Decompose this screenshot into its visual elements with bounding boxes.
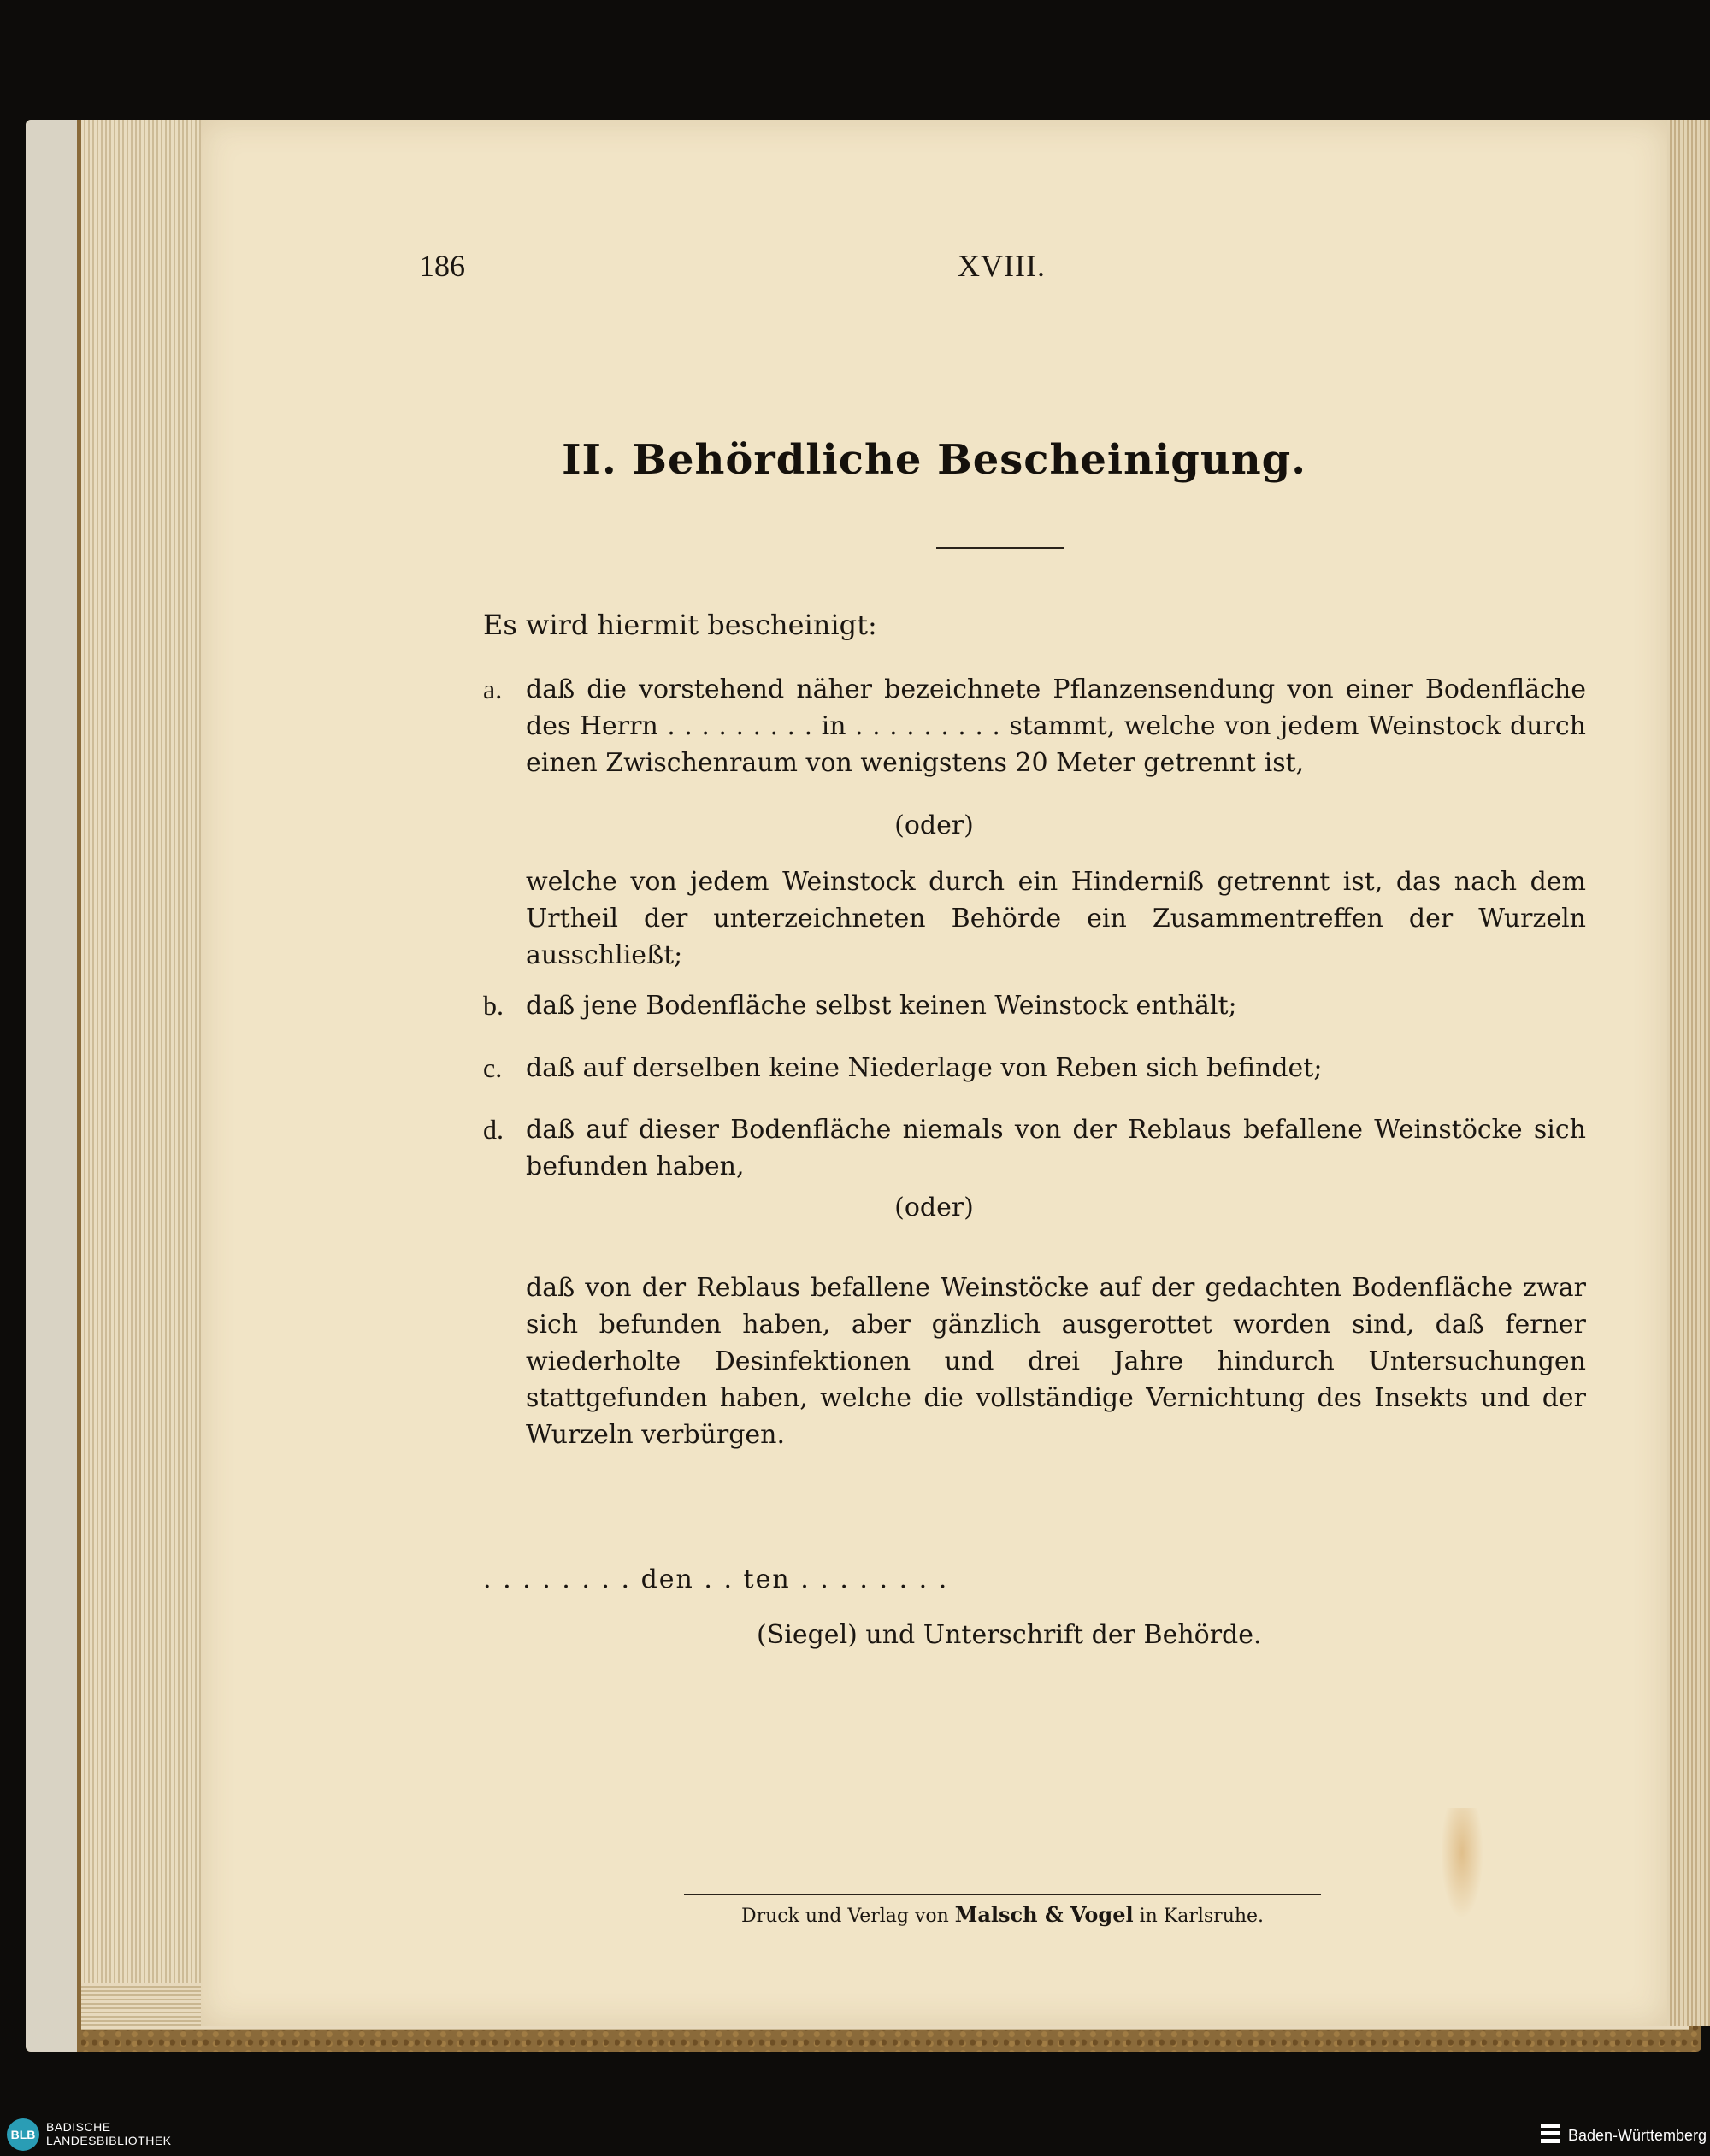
date-line: . . . . . . . . den . . ten . . . . . . . . [483, 1564, 949, 1594]
imprint-prefix: Druck und Verlag von [740, 1906, 949, 1927]
item-alt-text: daß von der Reblaus befallene Weinstöcke auf der gedachten Bodenfläche zwar sich befunden haben, aber gänzlich ausgerottet worden sind, daß ferner wiederholte Desinfektionen und drei Jahre hindurch Untersuchungen stattgefunden haben, welche die vollständige Vernichtung des Insekts und der Wurzeln verbürgen. [526, 1273, 1586, 1450]
section-number: XVIII. [958, 249, 1046, 283]
page-number: 186 [419, 249, 465, 283]
state-coat-of-arms-icon [1539, 2122, 1561, 2147]
item-text: daß die vorstehend näher bezeichnete Pflanzensendung von einer Bodenfläche des Herrn . . . . . . . . . in . . . . . . . . . stammt, welche von jedem Weinstock durch einen Zwischenraum von wenigstens 20 Meter getrennt ist, [526, 674, 1586, 778]
signature-line: (Siegel) und Unterschrift der Behörde. [757, 1620, 1262, 1650]
item-marker: c. [483, 1052, 503, 1083]
oder-label: (oder) [894, 810, 974, 840]
state-name[interactable]: Baden-Württemberg [1568, 2127, 1707, 2144]
item-text: daß jene Bodenfläche selbst keinen Weinstock enthält; [526, 991, 1237, 1021]
viewer-footer-bar [0, 2113, 1710, 2156]
page-stack-left [81, 120, 209, 2026]
blb-logo[interactable]: BLB [7, 2118, 39, 2151]
item-alt-text: welche von jedem Weinstock durch ein Hinderniß getrennt ist, das nach dem Urtheil der unterzeichneten Behörde ein Zusammentreffen der Wurzeln ausschließt; [526, 867, 1586, 970]
item-marker: d. [483, 1114, 504, 1145]
oder-label: (oder) [894, 1193, 974, 1222]
imprint-publisher: Malsch & Vogel [954, 1902, 1134, 1927]
paper-stain [1441, 1808, 1483, 1919]
item-marker: b. [483, 990, 504, 1021]
library-name-line1: BADISCHE [46, 2120, 111, 2134]
imprint [684, 1902, 1321, 1927]
scanned-page [201, 120, 1667, 2026]
library-name [46, 2120, 172, 2147]
library-name-line2: LANDESBIBLIOTHEK [46, 2134, 172, 2147]
title-divider [936, 547, 1064, 549]
intro-text: Es wird hiermit bescheinigt: [483, 609, 877, 641]
page-title: II. Behördliche Bescheinigung. [562, 436, 1306, 484]
imprint-suffix: in Karlsruhe. [1139, 1906, 1265, 1927]
item-text: daß auf derselben keine Niederlage von Reben sich befindet; [526, 1053, 1323, 1083]
footer-divider [684, 1894, 1321, 1895]
item-marker: a. [483, 674, 503, 704]
book-cover-edge [26, 120, 77, 2052]
item-text: daß auf dieser Bodenfläche niemals von der Reblaus befallene Weinstöcke sich befunden haben, [526, 1115, 1586, 1181]
